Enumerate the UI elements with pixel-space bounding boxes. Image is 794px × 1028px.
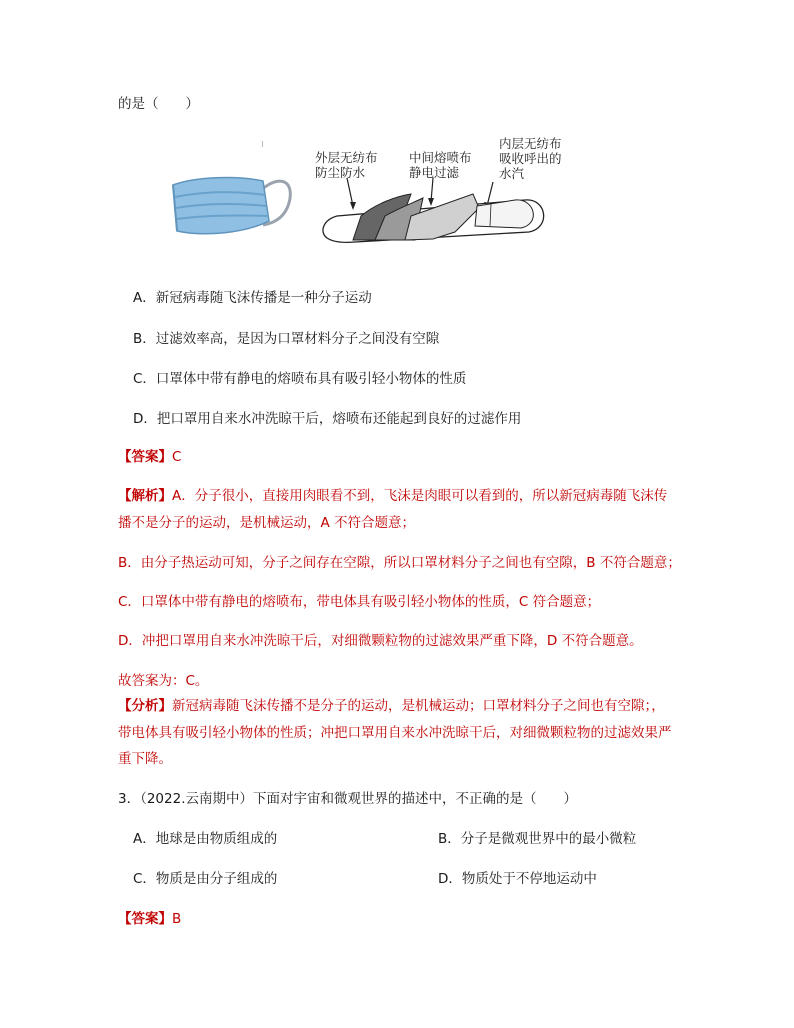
inner-layer-label-1: 内层无纺布 xyxy=(499,136,562,151)
inner-layer-label-3: 水汽 xyxy=(499,166,525,181)
q2-analysis-line-2: 播不是分子的运动，是机械运动，A 不符合题意； xyxy=(118,515,416,531)
q3-answer-value: B xyxy=(172,911,182,927)
analysis-tag: 【解析】 xyxy=(118,488,172,504)
q2-option-c: C．口罩体中带有静电的熔喷布具有吸引轻小物体的性质 xyxy=(133,371,467,387)
mask-figure xyxy=(165,136,595,251)
q2-analysis-line-3: B．由分子热运动可知，分子之间存在空隙，所以口罩材料分子之间也有空隙，B 不符合题意； xyxy=(118,555,681,571)
q2-option-d: D．把口罩用自来水冲洗晾干后，熔喷布还能起到良好的过滤作用 xyxy=(133,411,522,427)
q3-stem: 3．（2022.云南期中）下面对宇宙和微观世界的描述中，不正确的是（ ） xyxy=(118,791,577,807)
answer-tag: 【答案】 xyxy=(118,449,172,465)
q2-analysis-line-1 xyxy=(118,487,667,505)
q3-option-b: B．分子是微观世界中的最小微粒 xyxy=(438,831,637,847)
q2-fenxi-line-3: 重下降。 xyxy=(118,751,172,767)
question-stem-tail: 的是（ ） xyxy=(118,96,199,112)
q3-option-d: D．物质处于不停地运动中 xyxy=(438,871,597,887)
q2-answer xyxy=(118,448,181,466)
q3-option-a: A．地球是由物质组成的 xyxy=(133,831,278,847)
fenxi-tag: 【分析】 xyxy=(118,698,172,714)
q3-option-c: C．物质是由分子组成的 xyxy=(133,871,278,887)
middle-layer-label-1: 中间熔喷布 xyxy=(409,150,472,165)
outer-layer-label-1: 外层无纺布 xyxy=(315,150,378,165)
q2-conclusion: 故答案为：C。 xyxy=(118,673,209,689)
answer-value: C xyxy=(172,449,182,465)
outer-layer-label-2: 防尘防水 xyxy=(315,165,366,180)
q2-analysis-line-4: C．口罩体中带有静电的熔喷布，带电体具有吸引轻小物体的性质，C 符合题意； xyxy=(118,594,601,610)
middle-layer-label-2: 静电过滤 xyxy=(409,165,460,180)
q2-fenxi-line-1 xyxy=(118,697,665,715)
fenxi-text-1: 新冠病毒随飞沫传播不是分子的运动，是机械运动；口罩材料分子之间也有空隙；， xyxy=(172,698,665,714)
q2-option-a: A．新冠病毒随飞沫传播是一种分子运动 xyxy=(133,290,372,306)
q2-fenxi-line-2: 带电体具有吸引轻小物体的性质；冲把口罩用自来水冲洗晾干后，对细微颗粒物的过滤效果严 xyxy=(118,725,672,741)
q2-option-b: B．过滤效率高，是因为口罩材料分子之间没有空隙 xyxy=(133,331,440,347)
q3-answer-tag: 【答案】 xyxy=(118,911,172,927)
surgical-mask-illustration xyxy=(165,151,295,251)
inner-layer-label-2: 吸收呼出的 xyxy=(499,151,562,166)
analysis-text-1: A．分子很小，直接用肉眼看不到，飞沫是肉眼可以看到的，所以新冠病毒随飞沫传 xyxy=(172,488,668,504)
q2-analysis-line-5: D．冲把口罩用自来水冲洗晾干后，对细微颗粒物的过滤效果严重下降，D 不符合题意。 xyxy=(118,633,643,649)
q3-answer xyxy=(118,910,181,928)
